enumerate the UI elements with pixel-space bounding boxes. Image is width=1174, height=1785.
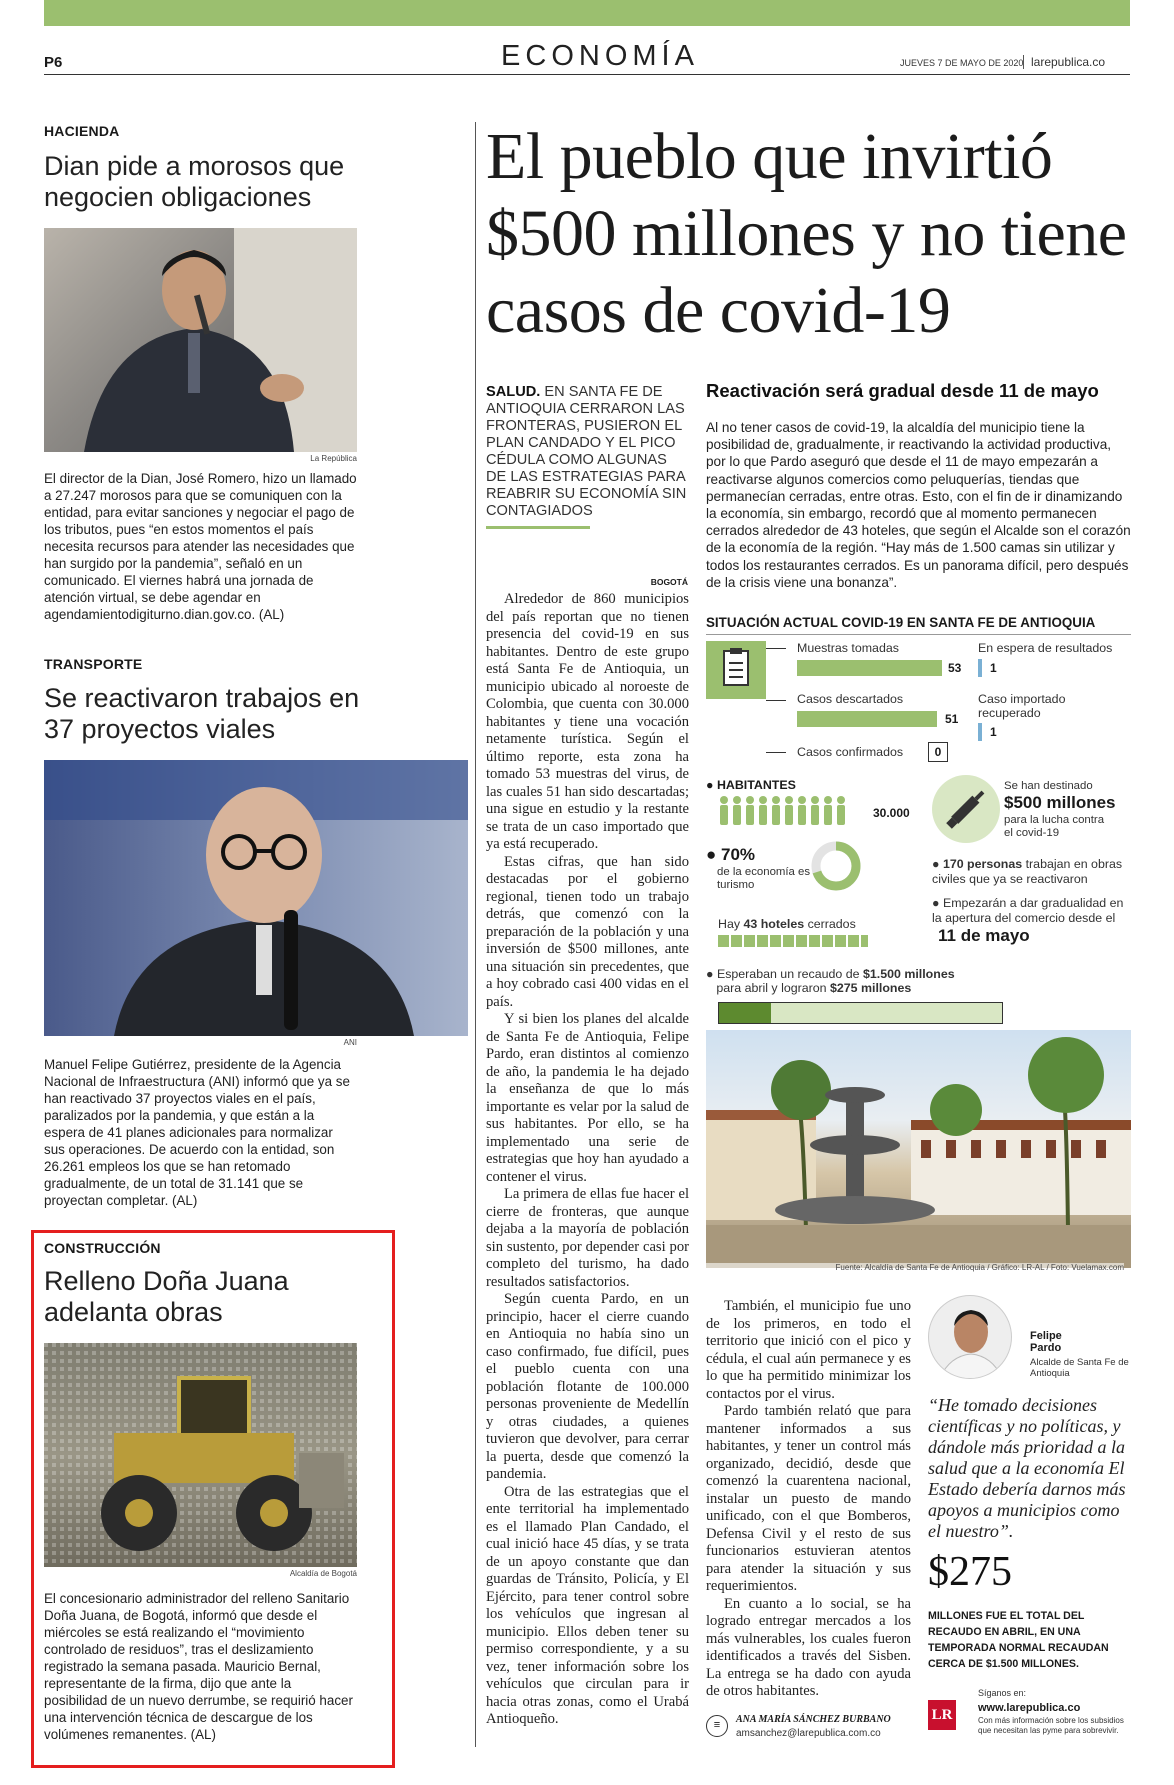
- infographic-credit: Fuente: Alcaldía de Santa Fe de Antioquia / Gráfico: LR-AL / Foto: Vuelamax.com: [706, 1263, 1124, 1272]
- big-number: $275: [928, 1549, 1012, 1595]
- bar-value: 53: [948, 661, 962, 675]
- connector-line: [766, 648, 786, 649]
- tourism-label: de la economía es turismo: [717, 866, 811, 891]
- side-label: En espera de resultados: [978, 641, 1113, 655]
- story3-kicker: CONSTRUCCIÓN: [44, 1240, 161, 1256]
- person-at-microphone-icon: [44, 760, 468, 1036]
- paragraph: En cuanto a lo social, se ha logrado entregar mercados a los más vulnerables, los cuales fueron identificados a través del Sisben. La entrega se ha dado con ayuda de otros habitantes.: [706, 1595, 911, 1699]
- story1-headline[interactable]: Dian pide a morosos que negocien obligaciones: [44, 151, 345, 212]
- person-speaking-icon: [44, 228, 357, 452]
- side-value: 1: [990, 725, 997, 739]
- investment-value: $500 millones: [1004, 793, 1116, 812]
- follow-text: Con más información sobre los subsidios que necesitan las pyme para sobrevivir.: [978, 1716, 1124, 1735]
- byline-name: ANA MARÍA SÁNCHEZ BURBANO: [736, 1714, 891, 1725]
- bar-descartados: [797, 711, 937, 727]
- section-title: ECONOMÍA: [501, 40, 699, 72]
- revenue-actual-bar: [719, 1003, 771, 1023]
- bar-label: Casos confirmados: [797, 745, 904, 759]
- habitantes-label: ● HABITANTES: [706, 778, 796, 792]
- lr-logo: LR: [928, 1700, 956, 1730]
- story1-kicker: HACIENDA: [44, 123, 120, 139]
- people-pictogram: [718, 795, 868, 827]
- connector-line: [766, 752, 786, 753]
- story3-headline[interactable]: Relleno Doña Juana adelanta obras: [44, 1266, 289, 1327]
- site-url[interactable]: larepublica.co: [1023, 55, 1105, 69]
- bar-muestras: [797, 660, 942, 676]
- investment-pre: Se han destinado: [1004, 780, 1093, 792]
- reopen-date: 11 de mayo: [938, 926, 1030, 945]
- avatar: [928, 1295, 1012, 1379]
- follow-label: Síganos en:: [978, 1688, 1027, 1698]
- sidebar-title: Reactivación será gradual desde 11 de mayo: [706, 380, 1099, 401]
- paragraph: Alrededor de 860 municipios del país reportan que no tienen presencia del covid-19 en sus habitantes. Dentro de este grupo está Santa Fe de Antioquia, un municipio ubicado al noroeste de Colombia, que cuenta con 30.000 habitantes y tiene una vocación netamente turística. Según el último reporte, esta zona ha tomado 53 muestras del virus, de las cuales 51 han sido descartadas; una sigue en estudio y la restante se trata de un caso importado que ya está recuperado.: [486, 591, 689, 852]
- profile-name: Felipe Pardo: [1030, 1330, 1062, 1354]
- people-info: ● 170 personas trabajan en obras civiles que ya se reactivaron: [932, 857, 1123, 886]
- main-body-col1: [486, 591, 689, 1729]
- issue-date: JUEVES 7 DE MAYO DE 2020: [900, 58, 1024, 68]
- clipboard-icon: [706, 641, 766, 699]
- bar-value: 0: [928, 742, 948, 762]
- town-photo: [706, 1030, 1131, 1268]
- tourism-pct: ● 70%: [706, 845, 756, 864]
- mayor-portrait-icon: [929, 1296, 1012, 1379]
- byline-email[interactable]: amsanchez@larepublica.com.co: [736, 1728, 881, 1739]
- side-value: 1: [990, 661, 997, 675]
- story2-photo-credit: ANI: [343, 1038, 357, 1047]
- follow-site[interactable]: www.larepublica.co: [978, 1702, 1081, 1714]
- revenue-info: ● Esperaban un recaudo de $1.500 millones para abril y lograron $275 millones: [706, 967, 955, 995]
- story3-body: El concesionario administrador del relleno Sanitario Doña Juana, de Bogotá, informó que desde el miércoles se está realizando el “movimiento controlado de residuos”, tras el deslizamiento registrado la semana pasada. Mauricio Bernal, representante de la firma, dijo que ante la posibilidad de un nuevo derrumbe, se requirió hacer una intervención técnica de descargue de los volúmenes remanentes. (AL): [44, 1591, 353, 1742]
- story3-photo: [44, 1343, 357, 1567]
- reopen-info: ● Empezarán a dar gradualidad en la apertura del comercio desde el: [932, 896, 1124, 925]
- side-label: Caso importado recuperado: [978, 692, 1066, 720]
- connector-line: [766, 700, 786, 701]
- deck-rule: [486, 526, 590, 529]
- infographic-title: SITUACIÓN ACTUAL COVID-19 EN SANTA FE DE ANTIOQUIA: [706, 615, 1131, 635]
- story1-body: El director de la Dian, José Romero, hizo un llamado a 27.247 morosos para que se comuniquen con la entidad, para evitar sanciones y negociar el pago de los tributos, pues “en estos momentos el país necesita recursos para atender las necesidades que han surgido por la pandemia”, señaló en un comunicado. El viernes habrá una jornada de atención virtual, se debe agendar en agendamientodigiturno.dian.gov.co. (AL): [44, 471, 357, 622]
- page-number: P6: [44, 54, 63, 71]
- story2-photo: [44, 760, 468, 1036]
- person-icons: [718, 795, 868, 827]
- paragraph: También, el municipio fue uno de los primeros, en todo el territorio que inició con el pico y cédula, el cual aún permanece y es lo que ha permitido minimizar los contactos por el virus.: [706, 1298, 911, 1402]
- story3-photo-credit: Alcaldía de Bogotá: [289, 1569, 357, 1578]
- tourism-donut: [810, 840, 862, 892]
- paragraph: Y si bien los planes del alcalde de Santa Fe de Antioquia, Felipe Pardo, eran distintos al comienzo de año, la pandemia le ha dejado la enseñanza de que lo más importante es velar por la salud de sus habitantes. Por ello, se ha implementado una serie de estrategias que hoy han ayudado a contener el virus.: [486, 1011, 689, 1185]
- side-marker: [978, 723, 982, 741]
- story2-body: Manuel Felipe Gutiérrez, presidente de la Agencia Nacional de Infraestructura (ANI) informó que ya se han reactivado 37 proyectos viales en el país, paralizados por la pandemia, y que están a la espera de 41 planes adicionales para normalizar sus operaciones. De acuerdo con la entidad, son 26.261 empleos los que se han retomado gradualmente, de un total de 31.141 que se proyectan completar. (AL): [44, 1057, 350, 1208]
- paragraph: La primera de ellas fue hacer el cierre de fronteras, que aunque dejaba a la mayoría de población sin sustento, por depender casi por completo del turismo, ha dado resultados satisfactorios.: [486, 1186, 689, 1290]
- paragraph: Otra de las estrategias que el ente territorial ha implementado es el llamado Plan Candado, el cual inició hace 45 días, y se trata de un apoyo constante que dan guardas de Tránsito, Policía, y El Ejército, para tener control sobre los vehículos que ingresan al municipio. Ellos deben tener su permiso correspondiente, y a su vez, tener información sobre los vehículos que circulan para ir hacia otras zonas, como el Urabá Antioqueño.: [486, 1483, 689, 1727]
- chat-icon: ≡: [706, 1715, 728, 1737]
- main-deck: [486, 384, 691, 520]
- hotels-info: Hay 43 hoteles cerrados: [718, 917, 856, 931]
- story1-photo-credit: La República: [310, 454, 357, 463]
- dateline: BOGOTÁ: [650, 577, 688, 587]
- main-headline[interactable]: El pueblo que invirtió $500 millones y no tiene casos de covid-19: [486, 120, 1127, 347]
- deck-text: EN SANTA FE DE ANTIOQUIA CERRARON LAS FRONTERAS, PUSIERON EL PLAN CANDADO Y EL PICO CÉDULA COMO ALGUNAS DE LAS ESTRATEGIAS PARA REABRIR SU ECONOMÍA SIN CONTAGIADOS: [486, 384, 687, 519]
- paragraph: Según cuenta Pardo, en un principio, hacer el cierre cuando en Antioquia no había sino un caso confirmado, fue difícil, pues el pueblo cuenta con una población flotante de 100.000 personas proveniente de Medellín y otras ciudades, a quienes tuvieron que devolver, para cerrar la puerta, desde que comenzó la pandemia.: [486, 1291, 689, 1482]
- header-rule: [44, 74, 1130, 75]
- big-number-caption: MILLONES FUE EL TOTAL DEL RECAUDO EN ABRIL, EN UNA TEMPORADA NORMAL RECAUDAN CERCA DE $1.500 MILLONES.: [928, 1610, 1109, 1670]
- main-body-col2: [706, 1298, 911, 1701]
- deck-label: SALUD.: [486, 384, 541, 400]
- profile-role: Alcalde de Santa Fe de Antioquia: [1030, 1357, 1129, 1379]
- bulldozer-icon: [44, 1343, 357, 1567]
- paragraph: Estas cifras, que han sido destacadas por el gobierno regional, tienen todo un trabajo detrás, que comenzó con la preparación de la población y una inversión de $500 millones, ante una situación sin precedentes, que a hoy cobrado casi 400 vidas en el país.: [486, 853, 689, 1010]
- top-color-bar: [44, 0, 1130, 26]
- pull-quote: “He tomado decisiones científicas y no políticas, y dándole más prioridad a la salud que a la economía El Estado debería darnos más apoyos a municipios como el nuestro”.: [928, 1395, 1126, 1541]
- story2-headline[interactable]: Se reactivaron trabajos en 37 proyectos viales: [44, 683, 360, 744]
- bar-label: Casos descartados: [797, 692, 904, 706]
- syringe-circle: [932, 775, 1000, 843]
- revenue-expected-bar: [718, 1002, 1003, 1024]
- bar-value: 51: [945, 712, 959, 726]
- syringe-icon: [932, 775, 1000, 843]
- clipboard-panel: [706, 641, 766, 699]
- plaza-fountain-icon: [706, 1030, 1131, 1268]
- column-divider: [475, 122, 476, 1747]
- hotels-bar: [718, 935, 868, 947]
- paragraph: Pardo también relató que para mantener informados a sus habitantes, y tener un control más organizado, decidió, desde que comenzó la cuarentena nacional, instalar un puesto de mando unificado, con el que Bomberos, Defensa Civil y el resto de sus funcionarios estuvieran atentos para atender la situación y sus requerimientos.: [706, 1403, 911, 1594]
- sidebar-text: Al no tener casos de covid-19, la alcaldía del municipio tiene la posibilidad de, gradualmente, ir reactivando la actividad productiva, por lo que Pardo aseguró que desde el 11 de mayo empezarán a reactivarse algunos comercios como peluquerías, tiendas que permanecían cerradas, entre otras. Esto, con el fin de ir dinamizando la economía, sin embargo, recordó que al momento permanecen cerrados alrededor de 43 hoteles, que según el Alcalde son el corazón de la economía de la región. “Hay más de 1.500 camas sin utilizar y todos los restaurantes cerrados. Es un panorama difícil, pero después de la crisis viene una bonanza”.: [706, 420, 1131, 590]
- bar-label: Muestras tomadas: [797, 641, 899, 655]
- habitantes-value: 30.000: [873, 806, 910, 820]
- investment-post: para la lucha contra el covid-19: [1004, 814, 1105, 839]
- story2-kicker: TRANSPORTE: [44, 656, 143, 672]
- story1-photo: [44, 228, 357, 452]
- side-marker: [978, 659, 982, 677]
